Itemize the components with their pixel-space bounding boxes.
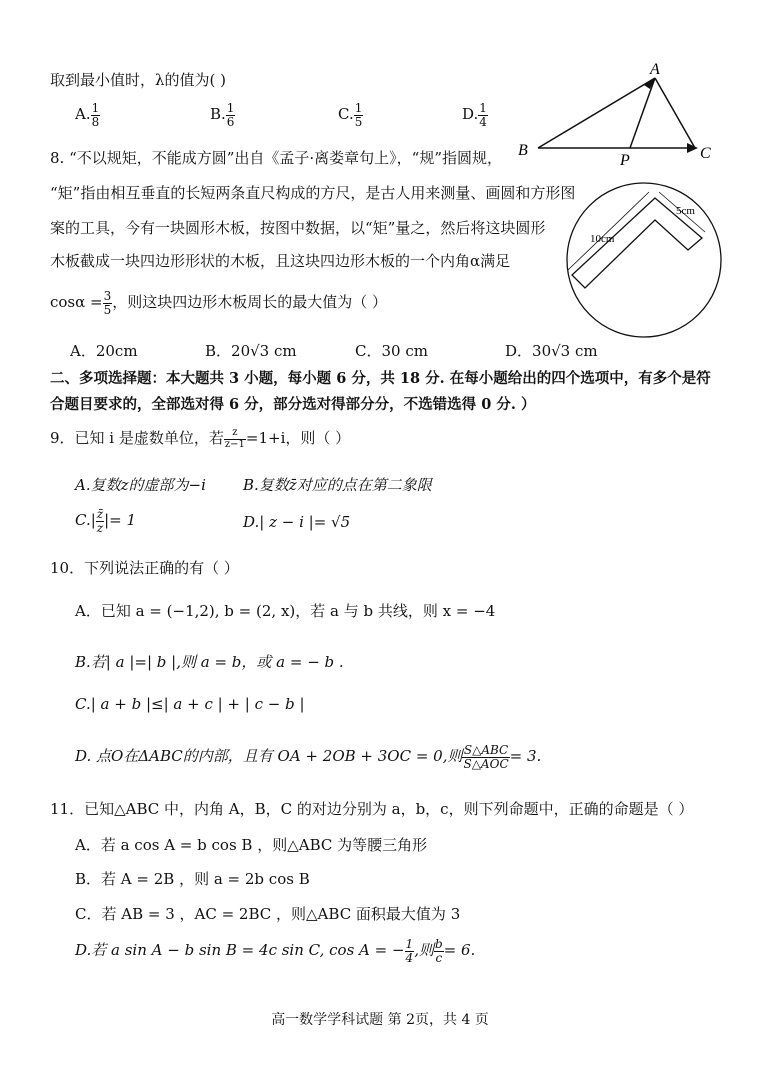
option-label: B. — [210, 105, 226, 124]
fraction: $\frac{\text{S△ABC}}{\text{S△AOC}}$ — [463, 743, 509, 771]
q10-stem: 10．下列说法正确的有（ ） — [50, 559, 239, 577]
q9-option-d: D.| z − i |= √5 — [243, 513, 351, 531]
page-footer: 高一数学学科试题 第 2页，共 4 页 — [271, 1012, 489, 1028]
q8-option-a: A．20cm — [70, 342, 138, 360]
q7-option-d — [462, 102, 488, 128]
section-heading-line-1: 二、多项选择题：本大题共 3 小题，每小题 6 分，共 18 分. 在每小题给出的四个选项中，有多个是符 — [50, 370, 711, 387]
q8-line-1: 8. “不以规矩，不能成方圆”出自《孟子·离娄章句上》，“规”指圆规， — [50, 149, 503, 167]
q11-option-d: D.若 a sin A − b sin B = 4c sin C, cos A = − $\frac{1}{4}$ ,则 $\frac{b}{c}$ = 6. — [75, 937, 476, 965]
q11-option-a: A．若 a cos A = b cos B ，则△ABC 为等腰三角形 — [75, 836, 428, 854]
fraction: $\frac{1}{4}$ — [405, 937, 414, 965]
option-label: A. — [75, 105, 91, 124]
fraction: $\frac{1}{8}$ — [91, 101, 100, 129]
fraction: $\frac{z}{z-1}$ — [224, 427, 245, 450]
label-10cm: 10cm — [590, 233, 615, 245]
label-p: P — [620, 152, 630, 168]
q11-stem: 11．已知△ABC 中，内角 A，B，C 的对边分别为 a，b，c，则下列命题中，正确的命题是（ ） — [50, 800, 694, 818]
q7-option-a — [75, 102, 100, 128]
fraction: $\frac{z̄}{z}$ — [96, 507, 104, 535]
option-label: D. — [462, 105, 479, 124]
q8-line-5: cosα = $\frac{3}{5}$ ，则这块四边形木板周长的最大值为（ ） — [50, 289, 388, 317]
q9-option-c: C.| $\frac{z̄}{z}$ |= 1 — [75, 507, 137, 535]
fraction: $\frac{1}{6}$ — [226, 101, 235, 129]
q9-option-a: A.复数z的虚部为−i — [75, 476, 206, 494]
circle-ruler-figure — [560, 180, 730, 340]
label-5cm: 5cm — [676, 205, 695, 217]
fraction: $\frac{3}{5}$ — [103, 289, 112, 317]
q8-line-4: 木板截成一块四边形形状的木板，且这块四边形木板的一个内角α满足 — [50, 252, 511, 270]
fraction: $\frac{b}{c}$ — [434, 937, 443, 965]
q9-option-b: B.复数z̄对应的点在第二象限 — [243, 476, 432, 494]
fraction: $\frac{1}{5}$ — [354, 101, 363, 129]
option-label: C. — [338, 105, 354, 124]
q8-option-d: D．30√3 cm — [505, 342, 598, 360]
q9-stem: 9．已知 i 是虚数单位，若 $\frac{z}{z-1}$ =1+i，则（ ） — [50, 427, 351, 450]
label-a: A — [650, 61, 660, 78]
q7-stem-tail: 取到最小值时，λ的值为( ) — [50, 71, 226, 89]
q10-option-c: C.| a + b |≤| a + c | + | c − b | — [75, 695, 305, 713]
section-heading-line-2: 合题目要求的，全部选对得 6 分，部分选对得部分分，不选错选得 0 分. ） — [50, 396, 536, 413]
q8-line-3: 案的工具，今有一块圆形木板，按图中数据，以“矩”量之，然后将这块圆形 — [50, 219, 546, 237]
label-c: C — [700, 145, 711, 162]
q8-option-c: C．30 cm — [355, 342, 428, 360]
q10-option-b: B.若| a |=| b |,则 a = b，或 a = − b . — [75, 653, 344, 671]
label-b: B — [518, 142, 528, 159]
fraction: $\frac{1}{4}$ — [479, 101, 487, 129]
triangle-figure — [510, 58, 720, 168]
q10-option-d: D. 点O在ΔABC的内部，且有 OA + 2OB + 3OC = 0,则 $\frac{\text{S△ABC}}{\text{S△AOC}}$ = 3. — [75, 743, 542, 771]
q7-option-b — [210, 102, 235, 128]
q11-option-c: C．若 AB = 3 ，AC = 2BC ，则△ABC 面积最大值为 3 — [75, 905, 461, 923]
q10-option-a: A．已知 a = (−1,2), b = (2, x)，若 a 与 b 共线，则 x = −4 — [75, 602, 496, 620]
q8-option-b: B．20√3 cm — [205, 342, 297, 360]
q11-option-b: B．若 A = 2B ，则 a = 2b cos B — [75, 870, 310, 888]
q8-line-2: “矩”指由相互垂直的长短两条直尺构成的方尺，是古人用来测量、画圆和方形图 — [50, 184, 576, 202]
q7-option-c — [338, 102, 363, 128]
